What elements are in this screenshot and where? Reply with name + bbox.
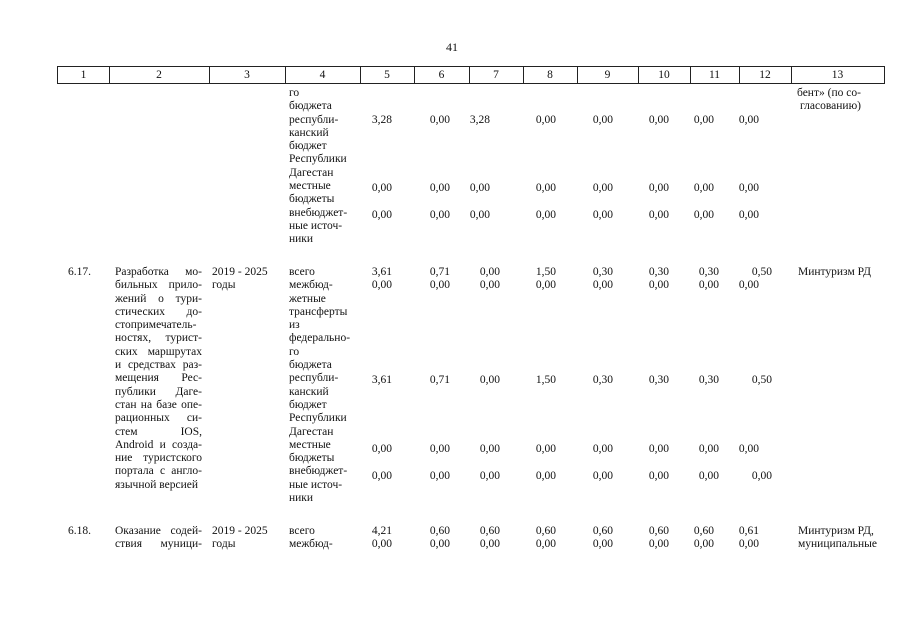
header-col-8: 8 <box>547 69 553 81</box>
header-col-3: 3 <box>244 69 250 81</box>
header-col-9: 9 <box>604 69 611 81</box>
item-number: 6.18. <box>68 525 91 537</box>
funding-source-list: всего межбюд- жетные трансферты из федерально- го бюджета республи- канский бюджет Республики Дагестан местные бюджеты внебюджет- ные источ- ники <box>289 266 351 505</box>
header-col-11: 11 <box>708 69 721 81</box>
header-col-6: 6 <box>438 69 445 81</box>
header-col-13: 13 <box>831 69 844 81</box>
item-period: 2019 - 2025 годы <box>212 266 268 292</box>
item-description: Оказание содей- ствия муници- <box>115 525 202 551</box>
header-col-7: 7 <box>493 69 499 81</box>
funding-source-list: го бюджета республи- канский бюджет Республики Дагестан местные бюджеты внебюджет- ные источ- ники <box>289 87 348 246</box>
item-number: 6.17. <box>68 266 91 278</box>
page-number: 41 <box>446 40 458 54</box>
item-description: Разработка мо- бильных прило- жений о тури- стических до- стопримечатель- ностях, турист- ских маршрутах и средствах раз- мещения Рес- публики Даге- стан на базе опе- рационных си- стем IOS, Android и созда- ние туристского портала с англо- язычной версией <box>115 266 202 491</box>
header-col-2: 2 <box>156 69 162 81</box>
table-header-row <box>57 66 885 84</box>
header-col-1: 1 <box>80 69 87 81</box>
header-col-4: 4 <box>319 69 326 81</box>
header-col-12: 12 <box>759 69 771 81</box>
header-col-5: 5 <box>384 69 390 81</box>
item-executor: Минтуризм РД <box>798 266 871 278</box>
funding-source-list: всего межбюд- <box>289 525 333 551</box>
item-executor: Минтуризм РД, муниципальные <box>798 525 877 551</box>
item-period: 2019 - 2025 годы <box>212 525 268 551</box>
executor-cell: бент» (по со- гласованию) <box>797 87 861 113</box>
header-col-10: 10 <box>658 69 670 81</box>
